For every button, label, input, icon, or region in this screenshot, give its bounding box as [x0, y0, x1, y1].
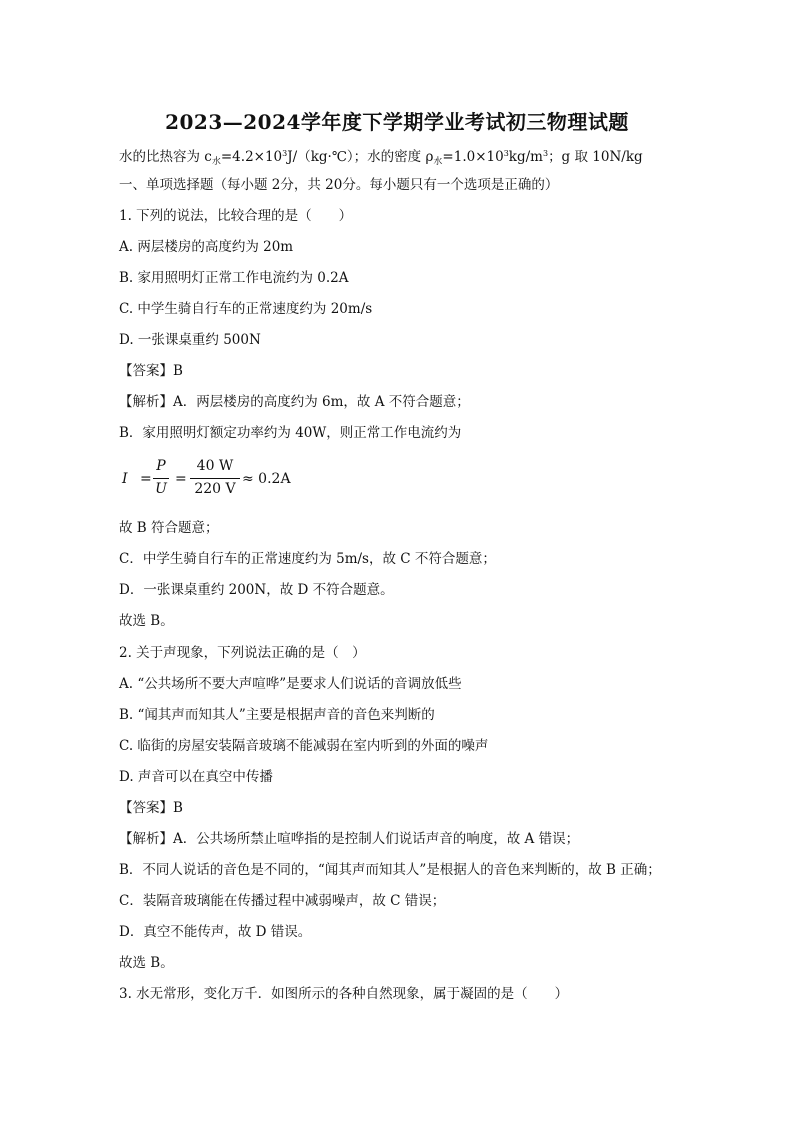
question-2-answer: 【答案】B	[119, 800, 183, 816]
current-formula	[119, 458, 319, 502]
question-1-option-d: D. 一张课桌重约 500N	[119, 332, 261, 348]
question-1-analysis-b-conclusion: 故 B 符合题意；	[119, 520, 219, 536]
formula-voltage-value: 220 V	[194, 481, 236, 497]
question-2-analysis-c: C．装隔音玻璃能在传播过程中减弱噪声，故 C 错误；	[119, 893, 446, 909]
question-1-conclusion: 故选 B。	[119, 613, 174, 629]
formula-result: ≈ 0.2A	[242, 471, 291, 487]
question-1-analysis-b: B．家用照明灯额定功率约为 40W，则正常工作电流约为	[119, 425, 462, 441]
question-2-option-c: C. 临街的房屋安装隔音玻璃不能减弱在室内听到的外面的噪声	[119, 738, 489, 754]
question-2-analysis-b: B．不同人说话的音色是不同的，“闻其声而知其人”是根据人的音色来判断的，故 B 正确；	[119, 862, 661, 878]
question-1-option-a: A. 两层楼房的高度约为 20m	[119, 239, 294, 255]
question-2-analysis-d: D．真空不能传声，故 D 错误。	[119, 924, 312, 940]
section-heading: 一、单项选择题（每小题 2分，共 20分。每小题只有一个选项是正确的）	[119, 177, 559, 193]
formula-equals: =	[175, 471, 187, 487]
constants-line: 水的比热容为 $c_水=4.2\times 10^3J/(kg\cdot℃)$；水的密度 $\rho_水=1.0\times 10^3kg/m^3$；g 取 10N/kg	[119, 149, 643, 167]
formula-power-symbol: P	[156, 458, 166, 474]
question-1-answer: 【答案】B	[119, 363, 183, 379]
question-1-analysis-c: C．中学生骑自行车的正常速度约为 5m/s，故 C 不符合题意；	[119, 551, 496, 567]
question-2-option-a: A. “公共场所不要大声喧哗”是要求人们说话的音调放低些	[119, 676, 462, 692]
formula-equals: =	[140, 471, 152, 487]
question-2-option-b: B. “闻其声而知其人”主要是根据声音的音色来判断的	[119, 707, 435, 723]
question-3-stem: 3. 水无常形，变化万千．如图所示的各种自然现象，属于凝固的是（ ）	[119, 986, 569, 1002]
question-1-stem: 1. 下列的说法，比较合理的是（ ）	[119, 208, 353, 224]
fraction-bar	[190, 478, 240, 479]
fraction-bar	[153, 478, 169, 479]
question-1-analysis-a: 【解析】A．两层楼房的高度约为 6m，故 A 不符合题意；	[119, 394, 470, 410]
question-2-conclusion: 故选 B。	[119, 955, 174, 971]
formula-voltage-symbol: U	[155, 481, 167, 497]
question-2-stem: 2. 关于声现象，下列说法正确的是（ ）	[119, 645, 366, 661]
formula-current-symbol: I	[122, 471, 128, 487]
formula-fraction-numeric	[190, 458, 240, 499]
page-title: 2023—2024学年度下学期学业考试初三物理试题	[165, 110, 629, 134]
question-2-analysis-a: 【解析】A．公共场所禁止喧哗指的是控制人们说话声音的响度，故 A 错误；	[119, 831, 580, 847]
question-2-option-d: D. 声音可以在真空中传播	[119, 769, 273, 785]
formula-power-value: 40 W	[196, 458, 234, 474]
formula-fraction-symbolic	[153, 458, 169, 499]
question-1-analysis-d: D．一张课桌重约 200N，故 D 不符合题意。	[119, 582, 394, 598]
question-1-option-b: B. 家用照明灯正常工作电流约为 0.2A	[119, 270, 349, 286]
question-1-option-c: C. 中学生骑自行车的正常速度约为 20m/s	[119, 301, 373, 317]
